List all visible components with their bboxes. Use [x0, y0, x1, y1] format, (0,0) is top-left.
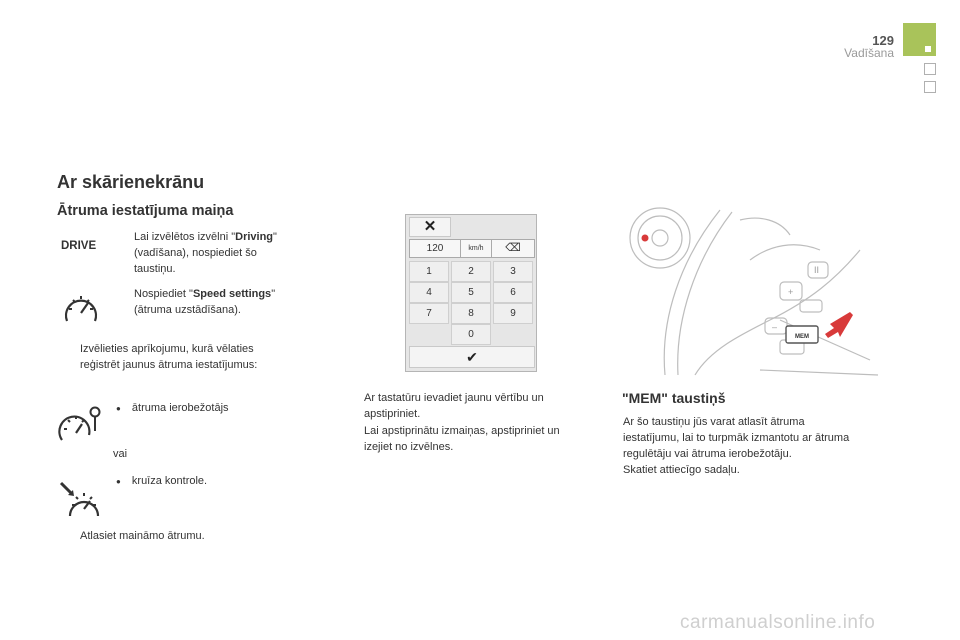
dot-icon: ● [116, 404, 121, 413]
svg-text:II: II [814, 265, 820, 275]
key-4[interactable]: 4 [409, 282, 449, 303]
speed-unit: km/h [461, 240, 492, 257]
tab-box [924, 81, 936, 93]
mem-heading: "MEM" taustiņš [622, 390, 726, 406]
option-cruise: ● kruīza kontrole. [116, 475, 208, 487]
key-0[interactable]: 0 [451, 324, 491, 345]
section-title: Vadīšana [844, 46, 894, 60]
step-driving: Lai izvēlētos izvēlni "Driving" (vadīšana), nospiediet šo taustiņu. [134, 231, 277, 275]
step-choose-equipment: Izvēlieties aprīkojumu, kurā vēlaties reģistrēt jaunus ātruma iestatījumus: [80, 343, 258, 371]
speedometer-icon [62, 291, 100, 327]
confirm-icon[interactable]: ✔ [409, 346, 535, 368]
steering-wheel-illustration [620, 200, 880, 380]
section-tab [903, 23, 936, 56]
speed-limiter-icon [58, 405, 104, 445]
close-icon[interactable]: ✕ [409, 217, 451, 237]
svg-text:+: + [788, 287, 794, 297]
page-number: 129 [872, 33, 894, 48]
key-5[interactable]: 5 [451, 282, 491, 303]
key-7[interactable]: 7 [409, 303, 449, 324]
tab-marker [925, 46, 931, 52]
speed-value: 120 [410, 240, 461, 257]
step-enter-value: Ar tastatūru ievadiet jaunu vērtību un apstipriniet. [364, 392, 544, 420]
watermark: carmanualsonline.info [680, 612, 876, 633]
step-save-exit: Lai apstiprinātu izmaiņas, apstipriniet un izejiet no izvēlnes. [364, 425, 560, 453]
step-speed-settings: Nospiediet "Speed settings" (ātruma uzstādīšana). [134, 288, 276, 316]
step-select-speed: Atlasiet maināmo ātrumu. [80, 530, 205, 542]
or-text: vai [113, 448, 128, 460]
key-1[interactable]: 1 [409, 261, 449, 282]
tab-box [924, 63, 936, 75]
svg-text:–: – [772, 322, 778, 332]
key-3[interactable]: 3 [493, 261, 533, 282]
key-6[interactable]: 6 [493, 282, 533, 303]
dot-icon: ● [116, 477, 121, 486]
option-limiter: ● ātruma ierobežotājs [116, 402, 229, 414]
speed-keypad [405, 214, 537, 372]
page-title: Ar skārienekrānu [57, 172, 205, 192]
key-8[interactable]: 8 [451, 303, 491, 324]
pointer-arrow-icon [825, 312, 853, 338]
cruise-control-icon [58, 480, 102, 520]
section-subtitle: Ātruma iestatījuma maiņa [57, 203, 234, 219]
drive-button-label: DRIVE [61, 240, 97, 252]
keypad-display [409, 239, 535, 258]
key-2[interactable]: 2 [451, 261, 491, 282]
mem-button-label: MEM [795, 334, 809, 340]
mem-description: Ar šo taustiņu jūs varat atlasīt ātruma iestatījumu, lai to turpmāk izmantotu ar ātruma regulētāju vai ātruma ierobežotāju. Skatiet attiecīgo sadaļu. [623, 416, 850, 476]
backspace-icon[interactable]: ⌫ [505, 242, 521, 254]
key-9[interactable]: 9 [493, 303, 533, 324]
